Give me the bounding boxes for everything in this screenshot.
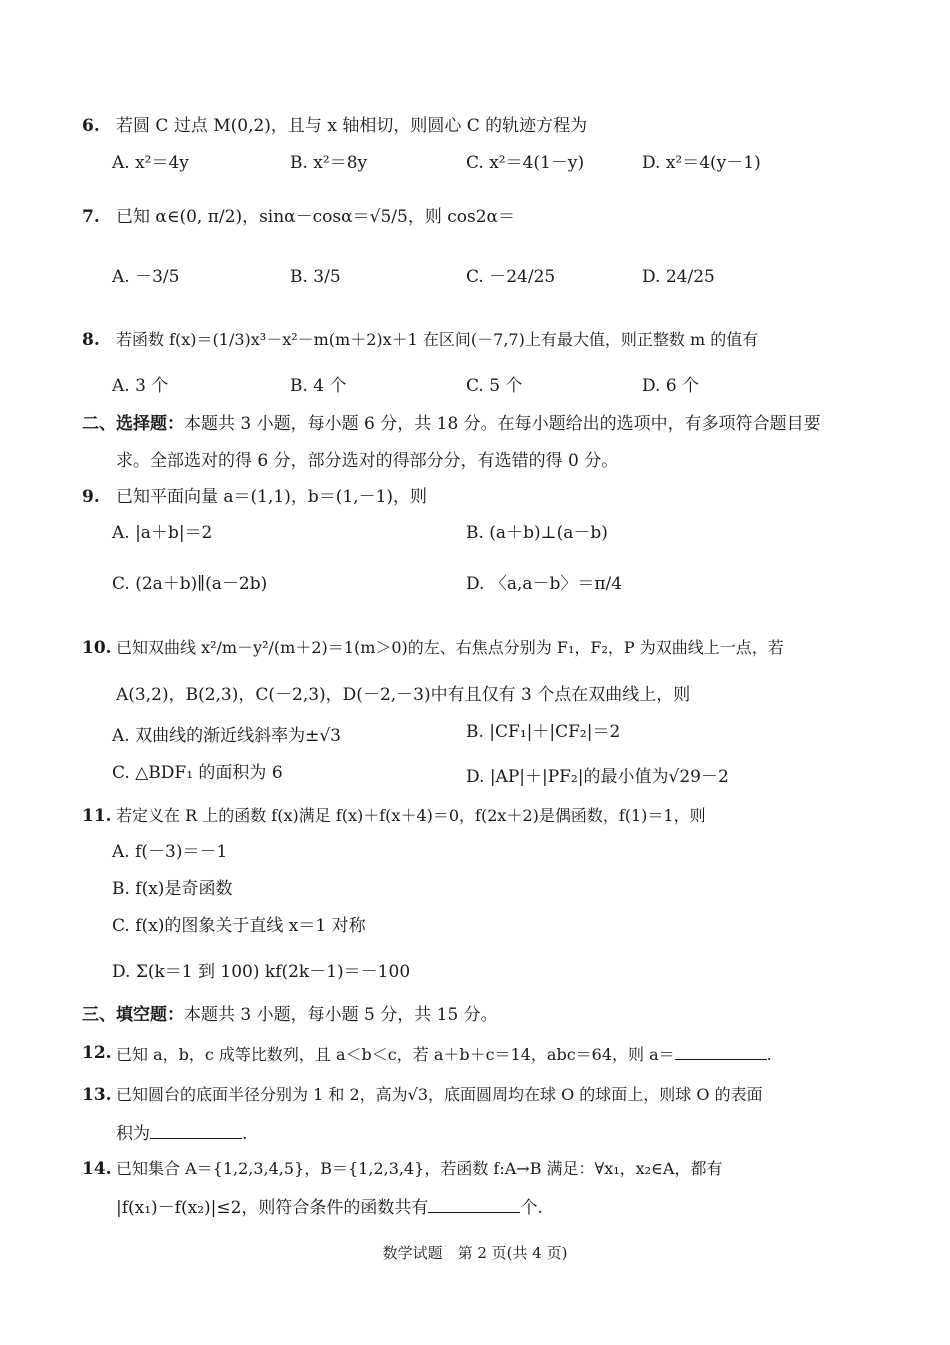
option-d: D. x²＝4(y－1) <box>642 153 761 173</box>
question-stem-cont: A(3,2)，B(2,3)，C(－2,3)，D(－2,－3)中有且仅有 3 个点在双曲线上，则 <box>116 685 691 705</box>
question-text: 已知 a，b，c 成等比数列，且 a＜b＜c，若 a＋b＋c＝14，abc＝64，则 a＝ <box>116 1045 675 1064</box>
question-number: 9. <box>82 487 100 507</box>
section-heading <box>82 1003 498 1027</box>
option-a: A. －3/5 <box>112 267 180 287</box>
question-tail: . <box>242 1124 248 1144</box>
option-c: C. x²＝4(1－y) <box>466 153 585 173</box>
question-tail: 个. <box>520 1198 543 1218</box>
question-text: |f(x₁)－f(x₂)|≤2，则符合条件的函数共有 <box>116 1198 429 1218</box>
option-c: C. －24/25 <box>466 267 556 287</box>
option-c: C. f(x)的图象关于直线 x＝1 对称 <box>112 916 366 936</box>
option-b: B. x²＝8y <box>290 153 368 173</box>
option-c: C. (2a＋b)∥(a－2b) <box>112 574 268 594</box>
option-d: D. 6 个 <box>642 376 700 396</box>
option-b: B. (a＋b)⊥(a－b) <box>466 523 608 543</box>
option-d: D. Σ(k＝1 到 100) kf(2k－1)＝－100 <box>112 962 411 982</box>
answer-blank[interactable] <box>150 1120 242 1139</box>
question-stem: 已知 α∈(0, π/2)，sinα－cosα＝√5/5，则 cos2α＝ <box>116 207 515 227</box>
question-number: 12. <box>82 1043 112 1063</box>
option-d: D. 〈a,a－b〉＝π/4 <box>466 574 623 594</box>
question-number: 14. <box>82 1159 112 1179</box>
option-b: B. 3/5 <box>290 267 341 287</box>
question-stem: 若函数 f(x)＝(1/3)x³－x²－m(m＋2)x＋1 在区间(－7,7)上有最大值，则正整数 m 的值有 <box>116 330 759 349</box>
page-footer: 数学试题 第 2 页(共 4 页) <box>382 1244 568 1262</box>
question-stem: 若圆 C 过点 M(0,2)，且与 x 轴相切，则圆心 C 的轨迹方程为 <box>116 116 588 136</box>
option-a: A. x²＝4y <box>112 153 189 173</box>
question-number: 10. <box>82 638 112 658</box>
option-a: A. 双曲线的渐近线斜率为±√3 <box>112 726 341 746</box>
section-instructions: 本题共 3 小题，每小题 6 分，共 18 分。在每小题给出的选项中，有多项符合题目要 <box>184 414 821 434</box>
option-d: D. |AP|＋|PF₂|的最小值为√29－2 <box>466 767 729 787</box>
option-c: C. △BDF₁ 的面积为 6 <box>112 763 283 783</box>
question-number: 13. <box>82 1085 112 1105</box>
option-b: B. 4 个 <box>290 376 347 396</box>
question-stem: 已知双曲线 x²/m－y²/(m＋2)＝1(m＞0)的左、右焦点分别为 F₁，F₂，P 为双曲线上一点，若 <box>116 638 784 657</box>
question-stem-cont <box>116 1194 543 1220</box>
option-a: A. |a＋b|＝2 <box>112 523 213 543</box>
option-a: A. f(－3)＝－1 <box>112 842 228 862</box>
option-b: B. |CF₁|＋|CF₂|＝2 <box>466 722 621 742</box>
section-heading <box>82 412 821 436</box>
question-stem: 已知平面向量 a＝(1,1)，b＝(1,－1)，则 <box>116 487 428 507</box>
question-number: 6. <box>82 116 100 136</box>
section-instructions-cont: 求。全部选对的得 6 分，部分选对的得部分分，有选错的得 0 分。 <box>116 451 619 471</box>
answer-blank[interactable] <box>428 1194 520 1213</box>
question-tail: . <box>766 1045 772 1064</box>
question-text: 积为 <box>116 1124 150 1144</box>
question-number: 8. <box>82 330 100 350</box>
option-b: B. f(x)是奇函数 <box>112 879 233 899</box>
question-stem: 已知集合 A＝{1,2,3,4,5}，B＝{1,2,3,4}，若函数 f:A→B 满足：∀x₁，x₂∈A，都有 <box>116 1159 723 1178</box>
question-number: 7. <box>82 207 100 227</box>
question-stem: 若定义在 R 上的函数 f(x)满足 f(x)＋f(x＋4)＝0，f(2x＋2)是偶函数，f(1)＝1，则 <box>116 806 706 825</box>
answer-blank[interactable] <box>675 1041 767 1060</box>
section-instructions: 本题共 3 小题，每小题 5 分，共 15 分。 <box>184 1005 498 1025</box>
section-title: 三、填空题： <box>82 1005 184 1025</box>
section-title: 二、选择题： <box>82 414 184 434</box>
question-number: 11. <box>82 806 112 826</box>
question-stem-cont <box>116 1120 247 1146</box>
option-a: A. 3 个 <box>112 376 169 396</box>
question-stem <box>116 1041 772 1067</box>
option-c: C. 5 个 <box>466 376 523 396</box>
option-d: D. 24/25 <box>642 267 715 287</box>
question-stem: 已知圆台的底面半径分别为 1 和 2，高为√3，底面圆周均在球 O 的球面上，则球 O 的表面 <box>116 1085 763 1104</box>
